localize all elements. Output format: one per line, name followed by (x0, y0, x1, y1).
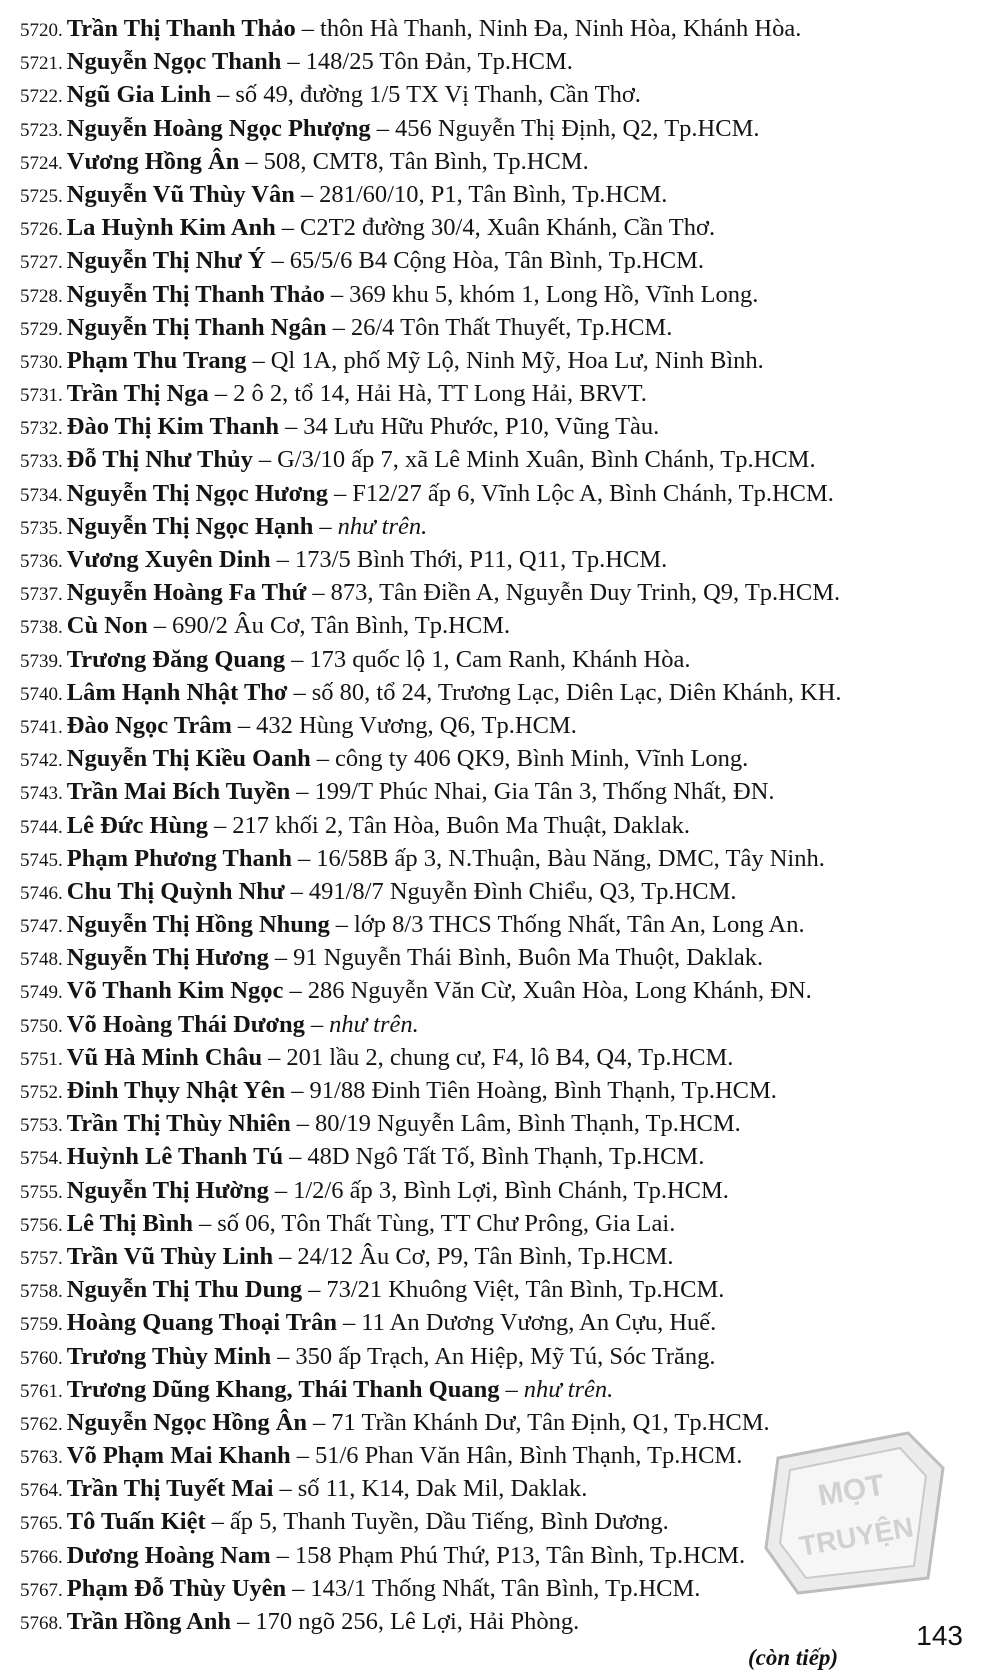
list-item (20, 1240, 995, 1273)
entry-address: 201 lầu 2, chung cư, F4, lô B4, Q4, Tp.HCM. (286, 1043, 734, 1071)
entry-address: công ty 406 QK9, Bình Minh, Vĩnh Long. (334, 745, 749, 773)
entry-number: 5741. (20, 716, 63, 738)
entry-number: 5745. (20, 849, 63, 871)
entry-number: 5766. (20, 1546, 63, 1568)
entry-name: Nguyễn Thị Ngọc Hương (66, 479, 329, 507)
entry-name: Nguyễn Thị Thanh Thảo (66, 280, 325, 308)
list-item (20, 510, 995, 543)
entry-separator: – (296, 778, 309, 806)
entry-number: 5729. (20, 318, 63, 340)
entry-separator: – (293, 678, 306, 706)
entry-number: 5746. (20, 882, 63, 904)
entry-address: G/3/10 ấp 7, xã Lê Minh Xuân, Bình Chánh, Tp.HCM. (277, 446, 816, 474)
entry-address: 199/T Phúc Nhai, Gia Tân 3, Thống Nhất, ĐN. (314, 778, 775, 806)
list-item (20, 1008, 995, 1041)
entry-name: Nguyễn Ngọc Thanh (66, 48, 282, 76)
list-item (20, 543, 995, 576)
entry-separator: – (296, 1442, 309, 1470)
watermark-logo (758, 1428, 958, 1598)
entry-number: 5765. (20, 1513, 63, 1535)
entry-number: 5722. (20, 86, 63, 108)
entry-name: Trần Thị Thanh Thảo (66, 15, 296, 42)
entry-separator: – (237, 711, 251, 739)
list-item (20, 1041, 995, 1074)
entry-address: như trên. (523, 1375, 614, 1403)
entry-number: 5758. (20, 1281, 63, 1303)
entry-name: Tô Tuấn Kiệt (66, 1508, 206, 1536)
entry-separator: – (332, 313, 345, 341)
entry-address: 456 Nguyễn Thị Định, Q2, Tp.HCM. (394, 114, 760, 142)
entry-number: 5731. (20, 385, 63, 407)
entry-name: Lâm Hạnh Nhật Thơ (66, 678, 288, 706)
list-item (20, 78, 995, 111)
entry-separator: – (291, 1077, 304, 1104)
entry-address: 350 ấp Trạch, An Hiệp, Mỹ Tú, Sóc Trăng. (295, 1342, 716, 1370)
entry-separator: – (245, 147, 258, 175)
list-item (20, 1074, 995, 1107)
entry-address: 24/12 Âu Cơ, P9, Tân Bình, Tp.HCM. (297, 1242, 674, 1270)
entry-name: Trương Thùy Minh (66, 1342, 272, 1370)
entry-number: 5734. (20, 484, 63, 506)
entry-number: 5747. (20, 916, 63, 938)
entry-name: Võ Phạm Mai Khanh (66, 1442, 291, 1470)
entry-number: 5760. (20, 1347, 63, 1369)
list-item (20, 211, 995, 244)
entry-address: số 06, Tôn Thất Tùng, TT Chư Prông, Gia Lai. (217, 1209, 676, 1237)
list-item (20, 676, 995, 709)
name-address-list (20, 12, 995, 1638)
entry-separator: – (298, 844, 311, 872)
entry-address: ấp 5, Thanh Tuyền, Dầu Tiếng, Bình Dương. (229, 1508, 669, 1536)
entry-separator: – (268, 1043, 281, 1071)
entry-name: Võ Hoàng Thái Dương (66, 1010, 305, 1038)
entry-separator: – (281, 214, 295, 242)
entry-separator: – (289, 977, 302, 1005)
entry-name: Ngũ Gia Linh (66, 81, 212, 109)
entry-separator: – (271, 247, 284, 275)
entry-separator: – (289, 1143, 302, 1171)
list-item (20, 178, 995, 211)
entry-address: 34 Lưu Hữu Phước, P10, Vũng Tàu. (303, 413, 660, 441)
entry-name: Nguyễn Hoàng Fa Thứ (66, 579, 307, 607)
entry-number: 5759. (20, 1314, 63, 1336)
entry-separator: – (284, 413, 298, 441)
entry-address: như trên. (329, 1010, 419, 1038)
entry-address: số 11, K14, Dak Mil, Daklak. (297, 1475, 588, 1503)
entry-number: 5733. (20, 451, 63, 473)
entry-name: Trần Vũ Thùy Linh (66, 1242, 274, 1270)
entry-name: Nguyễn Thị Thanh Ngân (66, 313, 327, 341)
entry-address: 281/60/10, P1, Tân Bình, Tp.HCM. (319, 180, 668, 208)
entry-separator: – (274, 944, 288, 972)
entry-separator: – (237, 1608, 250, 1635)
entry-number: 5721. (20, 53, 63, 75)
entry-name: Võ Thanh Kim Ngọc (66, 977, 284, 1005)
entry-name: Nguyễn Thị Hồng Nhung (66, 911, 330, 939)
list-item (20, 576, 995, 609)
entry-number: 5762. (20, 1413, 63, 1435)
entry-address: 143/1 Thống Nhất, Tân Bình, Tp.HCM. (310, 1574, 701, 1602)
entry-number: 5748. (20, 949, 63, 971)
entry-address: như trên. (337, 512, 428, 540)
entry-number: 5752. (20, 1082, 63, 1103)
list-item (20, 1340, 995, 1373)
entry-separator: – (296, 1110, 310, 1138)
entry-address: 73/21 Khuông Việt, Tân Bình, Tp.HCM. (326, 1276, 725, 1304)
entry-number: 5730. (20, 351, 63, 373)
entry-address: 16/58B ấp 3, N.Thuận, Bàu Năng, DMC, Tây Ninh. (316, 844, 825, 872)
entry-separator: – (330, 280, 344, 308)
entry-address: 158 Phạm Phú Thứ, P13, Tân Bình, Tp.HCM. (294, 1541, 746, 1569)
list-item (20, 1174, 995, 1207)
list-item (20, 311, 995, 344)
entry-name: Đỗ Thị Như Thủy (66, 446, 253, 474)
list-item (20, 377, 995, 410)
entry-address: 51/6 Phan Văn Hân, Bình Thạnh, Tp.HCM. (314, 1442, 743, 1470)
list-item (20, 12, 995, 45)
entry-name: Trần Hồng Anh (66, 1608, 232, 1635)
entry-number: 5732. (20, 418, 63, 440)
entry-address: 690/2 Âu Cơ, Tân Bình, Tp.HCM. (172, 612, 511, 640)
entry-number: 5724. (20, 152, 63, 174)
entry-name: Phạm Đỗ Thùy Uyên (66, 1574, 287, 1602)
entry-address: 26/4 Tôn Thất Thuyết, Tp.HCM. (350, 313, 673, 341)
entry-name: Chu Thị Quỳnh Như (66, 877, 285, 905)
entry-name: Vũ Hà Minh Châu (66, 1043, 263, 1071)
list-item (20, 410, 995, 443)
list-item (20, 742, 995, 775)
list-item (20, 278, 995, 311)
entry-address: 173 quốc lộ 1, Cam Ranh, Khánh Hòa. (309, 645, 691, 673)
entry-separator: – (153, 612, 167, 640)
entry-name: Nguyễn Vũ Thùy Vân (66, 180, 295, 208)
entry-separator: – (290, 877, 303, 905)
entry-number: 5725. (20, 185, 63, 207)
entry-address: số 80, tổ 24, Trương Lạc, Diên Lạc, Diên Khánh, KH. (311, 678, 842, 706)
entry-name: Nguyễn Thị Như Ý (66, 247, 266, 275)
entry-address: 65/5/6 B4 Cộng Hòa, Tân Bình, Tp.HCM. (289, 247, 705, 275)
entry-address: 508, CMT8, Tân Bình, Tp.HCM. (263, 147, 589, 175)
entry-number: 5737. (20, 584, 63, 606)
entry-number: 5755. (20, 1181, 63, 1203)
entry-name: Trần Mai Bích Tuyền (66, 778, 291, 806)
entry-name: Nguyễn Thị Kiều Oanh (66, 745, 311, 773)
entry-name: Phạm Thu Trang (66, 346, 247, 374)
entry-separator: – (214, 811, 227, 839)
entry-address: 11 An Dương Vương, An Cựu, Huế. (361, 1309, 717, 1337)
list-item (20, 1605, 995, 1638)
entry-number: 5757. (20, 1247, 63, 1269)
entry-number: 5756. (20, 1214, 63, 1236)
entry-address: 2 ô 2, tổ 14, Hải Hà, TT Long Hải, BRVT. (233, 380, 647, 408)
entry-name: Huỳnh Lê Thanh Tú (66, 1143, 284, 1171)
entry-separator: – (291, 645, 304, 673)
entry-address: 173/5 Bình Thới, P11, Q11, Tp.HCM. (294, 546, 668, 573)
entry-number: 5753. (20, 1115, 63, 1137)
entry-separator: – (292, 1574, 305, 1602)
entry-address: C2T2 đường 30/4, Xuân Khánh, Cần Thơ. (300, 214, 716, 242)
entry-name: Trần Thị Nga (66, 380, 209, 408)
list-item (20, 1207, 995, 1240)
list-item (20, 974, 995, 1007)
entry-number: 5723. (20, 119, 63, 141)
entry-address: 217 khối 2, Tân Hòa, Buôn Ma Thuật, Daklak. (232, 811, 691, 839)
entry-number: 5744. (20, 816, 63, 838)
entry-separator: – (334, 479, 347, 507)
list-item (20, 1140, 995, 1173)
entry-name: Đào Thị Kim Thanh (66, 413, 279, 441)
entry-name: Nguyễn Thị Hương (66, 944, 269, 972)
list-item (20, 842, 995, 875)
list-item (20, 1273, 995, 1306)
entry-separator: – (276, 546, 289, 573)
entry-name: Lê Đức Hùng (66, 811, 209, 839)
entry-number: 5749. (20, 982, 63, 1004)
entry-address: F12/27 ấp 6, Vĩnh Lộc A, Bình Chánh, Tp.HCM. (352, 479, 834, 507)
svg-text:MỌT: MỌT (815, 1468, 888, 1513)
list-item (20, 609, 995, 642)
entry-address: 1/2/6 ấp 3, Bình Lợi, Bình Chánh, Tp.HCM. (293, 1176, 729, 1204)
entry-number: 5735. (20, 517, 63, 539)
entry-name: Đào Ngọc Trâm (66, 711, 232, 739)
entry-name: Lê Thị Bình (66, 1209, 193, 1237)
entry-separator: – (274, 1176, 288, 1204)
entry-separator: – (343, 1309, 356, 1337)
entry-separator: – (310, 1010, 324, 1038)
list-item (20, 477, 995, 510)
entry-name: Trương Đăng Quang (66, 645, 286, 673)
list-item (20, 775, 995, 808)
entry-number: 5767. (20, 1579, 63, 1601)
entry-address: 491/8/7 Nguyễn Đình Chiểu, Q3, Tp.HCM. (308, 877, 737, 905)
entry-address: 148/25 Tôn Đản, Tp.HCM. (305, 48, 573, 76)
list-item (20, 908, 995, 941)
entry-name: Nguyễn Thị Hường (66, 1176, 269, 1204)
list-item (20, 941, 995, 974)
entry-number: 5763. (20, 1447, 63, 1469)
entry-separator: – (312, 579, 325, 607)
entry-name: Hoàng Quang Thoại Trân (66, 1309, 338, 1337)
entry-name: Vương Xuyên Dinh (66, 546, 271, 573)
entry-number: 5740. (20, 683, 63, 705)
entry-number: 5750. (20, 1015, 63, 1037)
entry-name: Cù Non (66, 612, 148, 640)
entry-number: 5743. (20, 783, 63, 805)
entry-separator: – (276, 1541, 289, 1569)
list-item (20, 643, 995, 676)
entry-address: 71 Trần Khánh Dư, Tân Định, Q1, Tp.HCM. (331, 1408, 770, 1436)
entry-name: Nguyễn Hoàng Ngọc Phượng (66, 114, 371, 142)
entry-address: 432 Hùng Vương, Q6, Tp.HCM. (256, 711, 577, 739)
entry-separator: – (211, 1508, 224, 1536)
entry-address: 170 ngõ 256, Lê Lợi, Hải Phòng. (255, 1608, 580, 1635)
page-number: 143 (916, 1620, 963, 1651)
entry-name: Đinh Thụy Nhật Yên (66, 1077, 286, 1104)
entry-number: 5761. (20, 1380, 63, 1402)
entry-name: Nguyễn Ngọc Hồng Ân (66, 1408, 308, 1436)
entry-name: Dương Hoàng Nam (66, 1541, 271, 1569)
entry-address: 873, Tân Điền A, Nguyễn Duy Trinh, Q9, Tp.HCM. (330, 579, 841, 607)
continuation-note: (còn tiếp) (748, 1645, 839, 1670)
entry-name: La Huỳnh Kim Anh (66, 214, 276, 242)
entry-name: Trương Dũng Khang, Thái Thanh Quang (66, 1375, 500, 1403)
entry-address: 286 Nguyễn Văn Cừ, Xuân Hòa, Long Khánh, ĐN. (307, 977, 812, 1005)
entry-separator: – (252, 346, 265, 374)
list-item (20, 145, 995, 178)
entry-address: 91 Nguyễn Thái Bình, Buôn Ma Thuột, Daklak. (293, 944, 764, 972)
entry-separator: – (308, 1276, 321, 1304)
list-item (20, 1373, 995, 1406)
list-item (20, 809, 995, 842)
entry-name: Nguyễn Thị Thu Dung (66, 1276, 303, 1304)
entry-separator: – (279, 1242, 292, 1270)
entry-separator: – (279, 1475, 292, 1503)
entry-number: 5728. (20, 285, 63, 307)
entry-address: lớp 8/3 THCS Thống Nhất, Tân An, Long An. (354, 911, 805, 939)
entry-number: 5726. (20, 219, 63, 241)
list-item (20, 344, 995, 377)
entry-separator: – (214, 380, 228, 408)
entry-separator: – (319, 512, 332, 540)
list-item (20, 1306, 995, 1339)
entry-separator: – (300, 180, 314, 208)
entry-address: 91/88 Đinh Tiên Hoàng, Bình Thạnh, Tp.HCM. (309, 1077, 777, 1104)
entry-name: Vương Hồng Ân (66, 147, 240, 175)
entry-separator: – (316, 745, 329, 773)
list-item (20, 112, 995, 145)
list-item (20, 875, 995, 908)
entry-number: 5751. (20, 1048, 63, 1070)
entry-number: 5720. (20, 20, 63, 41)
entry-number: 5736. (20, 551, 63, 572)
entry-separator: – (313, 1408, 326, 1436)
entry-number: 5764. (20, 1480, 63, 1502)
entry-number: 5742. (20, 750, 63, 772)
entry-separator: – (505, 1375, 518, 1403)
entry-separator: – (258, 446, 272, 474)
entry-separator: – (217, 81, 230, 109)
entry-separator: – (277, 1342, 290, 1370)
entry-number: 5754. (20, 1148, 63, 1170)
entry-separator: – (287, 48, 300, 76)
entry-number: 5739. (20, 650, 63, 672)
list-item (20, 45, 995, 78)
entry-name: Nguyễn Thị Ngọc Hạnh (66, 512, 314, 540)
entry-separator: – (335, 911, 349, 939)
entry-number: 5768. (20, 1613, 63, 1634)
entry-name: Phạm Phương Thanh (66, 844, 293, 872)
svg-text:TRUYỆN: TRUYỆN (796, 1511, 916, 1562)
entry-address: thôn Hà Thanh, Ninh Đa, Ninh Hòa, Khánh Hòa. (320, 15, 802, 42)
entry-separator: – (198, 1209, 212, 1237)
entry-number: 5738. (20, 617, 63, 639)
list-item (20, 1107, 995, 1140)
entry-address: 369 khu 5, khóm 1, Long Hồ, Vĩnh Long. (349, 280, 759, 308)
entry-address: 48D Ngô Tất Tố, Bình Thạnh, Tp.HCM. (307, 1143, 705, 1171)
entry-separator: – (301, 15, 315, 42)
list-item (20, 244, 995, 277)
entry-name: Trần Thị Tuyết Mai (66, 1475, 274, 1503)
entry-address: Ql 1A, phố Mỹ Lộ, Ninh Mỹ, Hoa Lư, Ninh Bình. (270, 346, 764, 374)
list-item (20, 443, 995, 476)
entry-number: 5727. (20, 252, 63, 274)
list-item (20, 709, 995, 742)
entry-address: 80/19 Nguyễn Lâm, Bình Thạnh, Tp.HCM. (315, 1110, 741, 1138)
entry-name: Trần Thị Thùy Nhiên (66, 1110, 291, 1138)
entry-separator: – (376, 114, 389, 142)
entry-address: số 49, đường 1/5 TX Vị Thanh, Cần Thơ. (235, 81, 641, 109)
